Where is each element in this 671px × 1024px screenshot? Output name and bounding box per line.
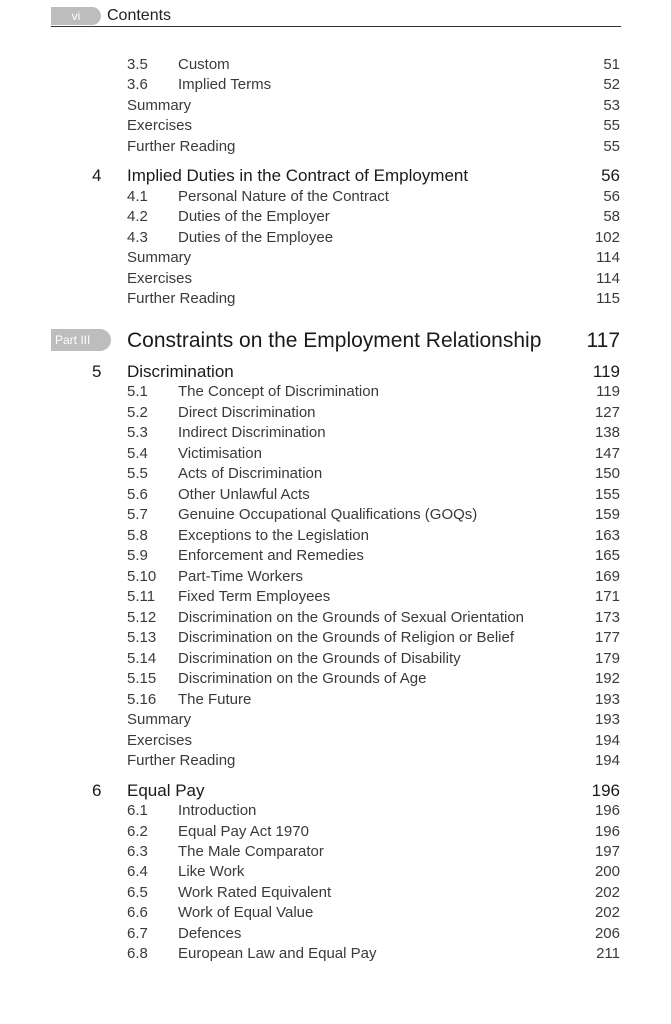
section-title: The Male Comparator — [178, 843, 324, 860]
toc-entry[interactable] — [0, 187, 671, 207]
chapter-number: 5 — [92, 362, 102, 381]
page-number: 150 — [594, 465, 620, 482]
toc-entry[interactable] — [0, 228, 671, 248]
section-number: 4.1 — [127, 188, 148, 205]
page-number: 196 — [594, 823, 620, 840]
toc-entry[interactable] — [0, 505, 671, 525]
toc-entry[interactable] — [0, 628, 671, 648]
page-number: 173 — [594, 609, 620, 626]
section-number: 6.5 — [127, 884, 148, 901]
section-title: Like Work — [178, 863, 245, 880]
section-title: Other Unlawful Acts — [178, 486, 310, 503]
section-title: Custom — [178, 56, 230, 73]
page-number: 155 — [594, 486, 620, 503]
section-title: Part-Time Workers — [178, 568, 304, 585]
toc-entry[interactable] — [0, 924, 671, 944]
page-number: 127 — [594, 404, 620, 421]
chapter-heading-6[interactable] — [0, 780, 671, 802]
page-number: 194 — [594, 752, 620, 769]
toc-entry[interactable] — [0, 903, 671, 923]
page-number: 58 — [603, 208, 620, 225]
toc-entry[interactable] — [0, 485, 671, 505]
section-number: 5.8 — [127, 527, 148, 544]
chapter-heading-4[interactable] — [0, 165, 671, 187]
page-number: 197 — [594, 843, 620, 860]
section-number: 5.1 — [127, 383, 148, 400]
section-number: 5.9 — [127, 547, 148, 564]
section-number: 5.3 — [127, 424, 148, 441]
page-number: 119 — [592, 362, 620, 381]
toc-further-reading[interactable] — [0, 289, 671, 309]
aux-title: Further Reading — [127, 752, 236, 769]
section-number: 6.7 — [127, 925, 148, 942]
section-title: Discrimination on the Grounds of Religion or Belief — [178, 629, 514, 646]
aux-title: Further Reading — [127, 138, 236, 155]
page-number: 177 — [594, 629, 620, 646]
toc-further-reading[interactable] — [0, 137, 671, 157]
section-title: Personal Nature of the Contract — [178, 188, 389, 205]
toc-entry[interactable] — [0, 801, 671, 821]
page-header — [51, 6, 621, 27]
page-number: 138 — [594, 424, 620, 441]
page-number: 114 — [596, 270, 620, 287]
toc-entry[interactable] — [0, 546, 671, 566]
section-number: 6.4 — [127, 863, 148, 880]
toc-entry[interactable] — [0, 842, 671, 862]
page-number: 119 — [596, 383, 620, 400]
page-number: 171 — [594, 588, 620, 605]
toc-entry[interactable] — [0, 608, 671, 628]
aux-title: Summary — [127, 249, 192, 266]
section-number: 6.8 — [127, 945, 148, 962]
page-number: 159 — [594, 506, 620, 523]
toc-entry[interactable] — [0, 403, 671, 423]
section-number: 5.11 — [127, 588, 156, 605]
section-title: Enforcement and Remedies — [178, 547, 364, 564]
chapter-heading-5[interactable] — [0, 361, 671, 383]
aux-title: Summary — [127, 97, 192, 114]
toc-entry[interactable] — [0, 55, 671, 75]
toc-entry[interactable] — [0, 567, 671, 587]
toc-entry[interactable] — [0, 690, 671, 710]
section-title: Implied Terms — [178, 76, 272, 93]
section-title: Discrimination on the Grounds of Disability — [178, 650, 461, 667]
section-title: Duties of the Employer — [178, 208, 330, 225]
toc-entry[interactable] — [0, 883, 671, 903]
toc-exercises[interactable] — [0, 731, 671, 751]
section-title: Work of Equal Value — [178, 904, 314, 921]
section-title: Equal Pay Act 1970 — [178, 823, 309, 840]
running-head: Contents — [107, 7, 172, 24]
section-number: 5.7 — [127, 506, 148, 523]
section-title: Indirect Discrimination — [178, 424, 326, 441]
page-number: 202 — [594, 884, 620, 901]
page-number: 179 — [594, 650, 620, 667]
page-number: 114 — [596, 249, 620, 266]
section-number: 5.4 — [127, 445, 148, 462]
aux-title: Exercises — [127, 270, 193, 287]
toc-exercises[interactable] — [0, 116, 671, 136]
page-number: 163 — [594, 527, 620, 544]
toc-entry[interactable] — [0, 444, 671, 464]
section-number: 4.2 — [127, 208, 148, 225]
page-number: 115 — [596, 290, 620, 307]
section-number: 6.3 — [127, 843, 148, 860]
part-title: Constraints on the Employment Relationship — [127, 329, 542, 352]
page-number: 169 — [594, 568, 620, 585]
aux-title: Exercises — [127, 117, 193, 134]
page-number: 196 — [591, 781, 620, 800]
section-title: Acts of Discrimination — [178, 465, 323, 482]
page-number: 192 — [594, 670, 620, 687]
toc-entry[interactable] — [0, 423, 671, 443]
section-number: 5.12 — [127, 609, 157, 626]
page-number: 52 — [603, 76, 620, 93]
section-number: 5.15 — [127, 670, 157, 687]
section-title: Victimisation — [178, 445, 262, 462]
toc-entry[interactable] — [0, 464, 671, 484]
section-number: 5.5 — [127, 465, 148, 482]
toc-summary[interactable] — [0, 710, 671, 730]
page-number-tab: vi — [51, 7, 101, 25]
section-title: Defences — [178, 925, 242, 942]
page-number: 194 — [594, 732, 620, 749]
chapter-number: 4 — [92, 166, 102, 185]
toc-entry[interactable] — [0, 207, 671, 227]
section-number: 6.1 — [127, 802, 148, 819]
toc-entry[interactable] — [0, 822, 671, 842]
page-number: 206 — [594, 925, 620, 942]
toc-entry[interactable] — [0, 669, 671, 689]
section-number: 3.6 — [127, 76, 148, 93]
page-number: 196 — [594, 802, 620, 819]
page-number: 53 — [603, 97, 620, 114]
section-title: The Concept of Discrimination — [178, 383, 379, 400]
section-number: 4.3 — [127, 229, 148, 246]
toc-summary[interactable] — [0, 248, 671, 268]
page-number: 211 — [596, 945, 620, 962]
section-title: Introduction — [178, 802, 257, 819]
toc-entry[interactable] — [0, 526, 671, 546]
section-title: European Law and Equal Pay — [178, 945, 377, 962]
page-number: 202 — [594, 904, 620, 921]
aux-title: Summary — [127, 711, 192, 728]
toc-entry[interactable] — [0, 75, 671, 95]
section-number: 6.2 — [127, 823, 148, 840]
section-title: Genuine Occupational Qualifications (GOQs) — [178, 506, 478, 523]
aux-title: Exercises — [127, 732, 193, 749]
page-number: 193 — [594, 711, 620, 728]
section-title: Direct Discrimination — [178, 404, 316, 421]
part-heading[interactable] — [0, 327, 671, 355]
section-number: 5.6 — [127, 486, 148, 503]
section-number: 5.14 — [127, 650, 157, 667]
chapter-title: Implied Duties in the Contract of Employment — [127, 166, 469, 185]
page-number: 165 — [594, 547, 620, 564]
toc-summary[interactable] — [0, 96, 671, 116]
section-title: Fixed Term Employees — [178, 588, 331, 605]
page-number: 117 — [586, 329, 620, 352]
section-title: The Future — [178, 691, 252, 708]
toc-entry[interactable] — [0, 382, 671, 402]
page-number: 56 — [603, 188, 620, 205]
page-number: 51 — [603, 56, 620, 73]
section-title: Work Rated Equivalent — [178, 884, 332, 901]
page-number: 193 — [594, 691, 620, 708]
section-title: Duties of the Employee — [178, 229, 334, 246]
chapter-number: 6 — [92, 781, 102, 800]
toc-entry[interactable] — [0, 587, 671, 607]
page-number: 56 — [601, 166, 620, 185]
part-tab: Part III — [51, 329, 111, 351]
toc-further-reading[interactable] — [0, 751, 671, 771]
aux-title: Further Reading — [127, 290, 236, 307]
page-number: 55 — [603, 117, 620, 134]
section-number: 3.5 — [127, 56, 148, 73]
page-number: 147 — [594, 445, 620, 462]
section-number: 5.13 — [127, 629, 157, 646]
section-number: 5.10 — [127, 568, 157, 585]
section-number: 5.16 — [127, 691, 157, 708]
section-title: Exceptions to the Legislation — [178, 527, 369, 544]
section-number: 5.2 — [127, 404, 148, 421]
toc-entry[interactable] — [0, 862, 671, 882]
toc-entry[interactable] — [0, 649, 671, 669]
page-number: 200 — [594, 863, 620, 880]
chapter-title: Equal Pay — [127, 781, 205, 800]
page-number: 102 — [594, 229, 620, 246]
toc-exercises[interactable] — [0, 269, 671, 289]
chapter-title: Discrimination — [127, 362, 234, 381]
page-number: 55 — [603, 138, 620, 155]
toc-entry[interactable] — [0, 944, 671, 964]
section-number: 6.6 — [127, 904, 148, 921]
section-title: Discrimination on the Grounds of Sexual Orientation — [178, 609, 525, 626]
section-title: Discrimination on the Grounds of Age — [178, 670, 427, 687]
